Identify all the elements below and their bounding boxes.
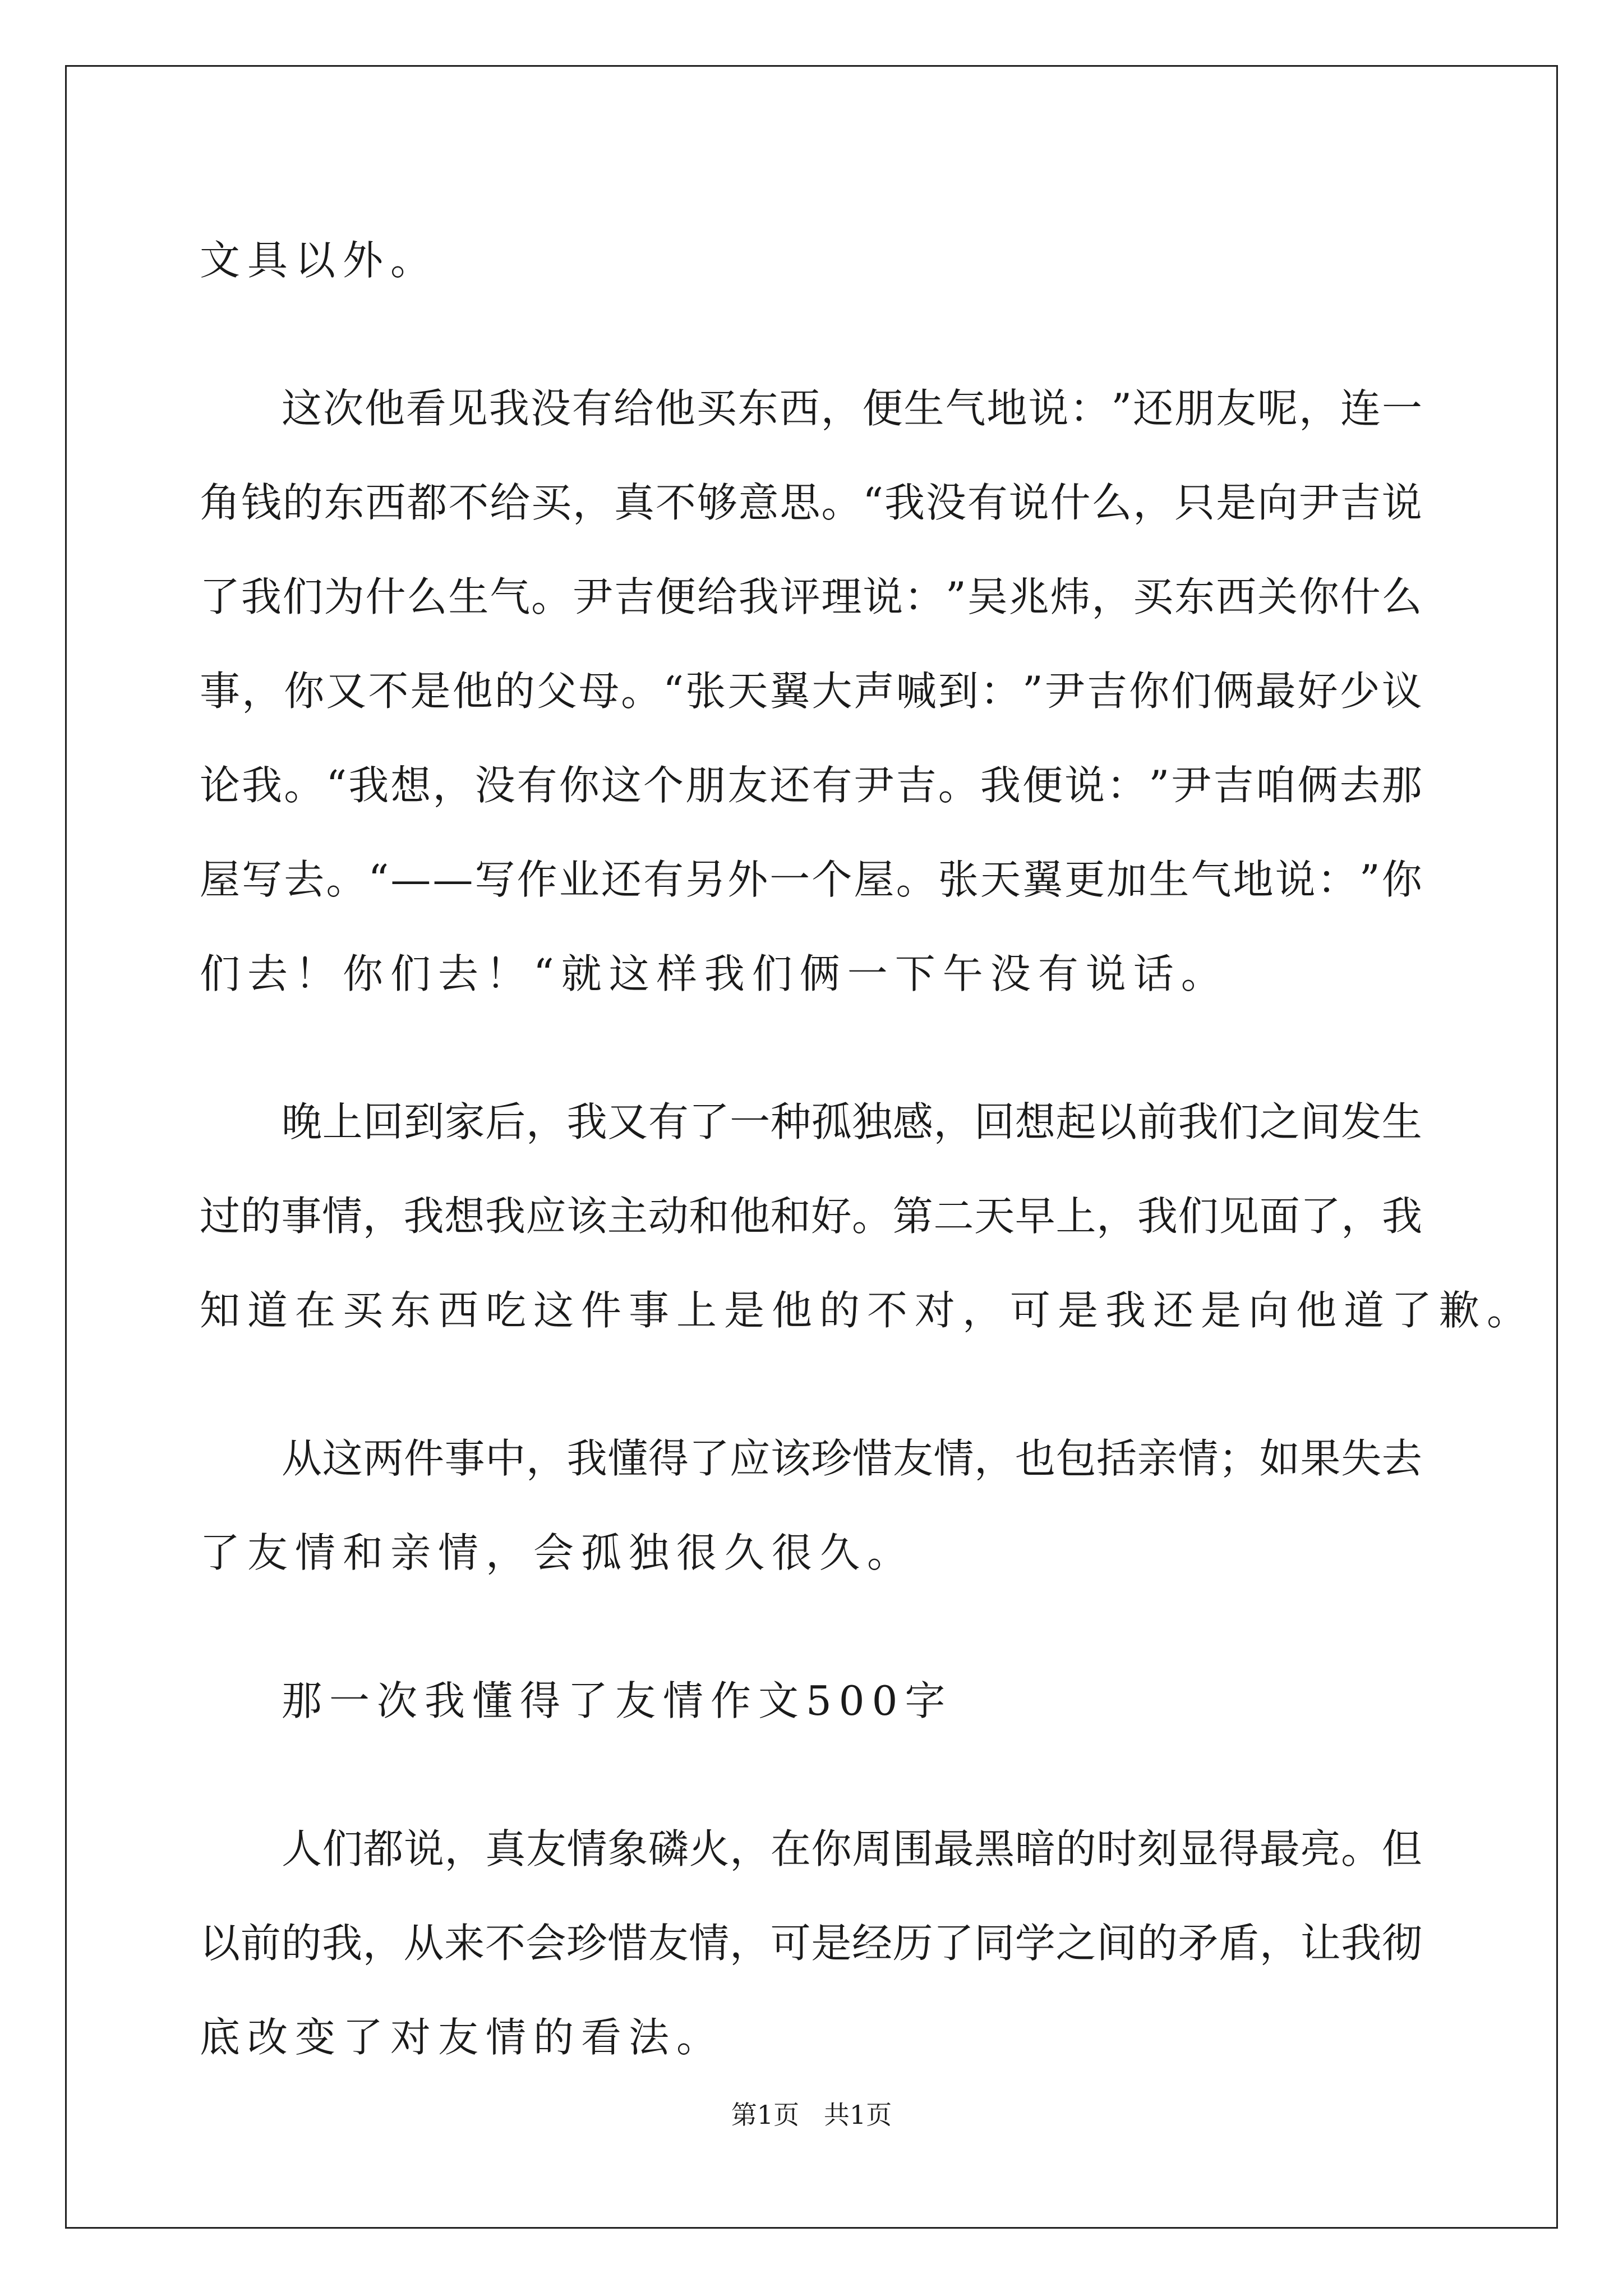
text-line: 人 们 都 说 ， 真 友 情 象 磷 火 ， 在 你 周 围 最 黑 暗 的 时 刻 显 得 最 亮 。 但 xyxy=(282,1825,1422,1872)
paragraph-gap xyxy=(200,1021,1422,1075)
text-line: 底改变了对友情的看法。 xyxy=(200,2014,725,2061)
text-line: 屋 写 去 。 “ — — 写 作 业 还 有 另 外 一 个 屋 。 张 天 翼 更 加 生 气 地 说 ： ” 你 xyxy=(200,856,1422,903)
document-body xyxy=(200,213,1535,2085)
text-line: 事 ， 你 又 不 是 他 的 父 母 。 “ 张 天 翼 大 声 喊 到 ： ” 尹 吉 你 们 俩 最 好 少 议 xyxy=(200,668,1422,715)
text-line: 过 的 事 情 ， 我 想 我 应 该 主 动 和 他 和 好 。 第 二 天 早 上 ， 我 们 见 面 了 ， 我 xyxy=(200,1193,1422,1240)
paragraph xyxy=(200,1802,1422,2085)
text-line: 那一次我懂得了友情作文500字 xyxy=(282,1677,953,1724)
paragraph-gap xyxy=(200,1748,1422,1802)
text-line: 这 次 他 看 见 我 没 有 给 他 买 东 西 ， 便 生 气 地 说 ： ” 还 朋 友 呢 ， 连 一 xyxy=(282,385,1422,432)
paragraph-gap xyxy=(200,1600,1422,1654)
text-line: 知道在买东西吃这件事上是他的不对，可是我还是向他道了歉。 xyxy=(200,1287,1535,1334)
text-line: 晚 上 回 到 家 后 ， 我 又 有 了 一 种 孤 独 感 ， 回 想 起 以 前 我 们 之 间 发 生 xyxy=(282,1098,1422,1145)
text-line: 论 我 。 “ 我 想 ， 没 有 你 这 个 朋 友 还 有 尹 吉 。 我 便 说 ： ” 尹 吉 咱 俩 去 那 xyxy=(200,762,1422,809)
page-footer: 第1页 共1页 xyxy=(731,2100,892,2130)
paragraph xyxy=(200,361,1422,1021)
text-line: 以 前 的 我 ， 从 来 不 会 珍 惜 友 情 ， 可 是 经 历 了 同 学 之 间 的 矛 盾 ， 让 我 彻 xyxy=(200,1920,1422,1967)
text-line: 角 钱 的 东 西 都 不 给 买 ， 真 不 够 意 思 。 “ 我 没 有 说 什 么 ， 只 是 向 尹 吉 说 xyxy=(200,479,1422,526)
text-line: 文具以外。 xyxy=(200,237,439,284)
paragraph xyxy=(200,1411,1422,1600)
paragraph-gap xyxy=(200,307,1422,361)
text-line: 从 这 两 件 事 中 ， 我 懂 得 了 应 该 珍 惜 友 情 ， 也 包 括 亲 情 ； 如 果 失 去 xyxy=(282,1435,1422,1482)
text-line: 了友情和亲情，会孤独很久很久。 xyxy=(200,1529,915,1576)
paragraph-gap xyxy=(200,1358,1422,1411)
text-line: 了 我 们 为 什 么 生 气 。 尹 吉 便 给 我 评 理 说 ： ” 吴 兆 炜 ， 买 东 西 关 你 什 么 xyxy=(200,573,1422,620)
paragraph xyxy=(200,213,1422,307)
paragraph xyxy=(200,1075,1535,1358)
text-line: 们去！你们去！“就这样我们俩一下午没有说话。 xyxy=(200,950,1229,997)
paragraph xyxy=(200,1654,1422,1748)
